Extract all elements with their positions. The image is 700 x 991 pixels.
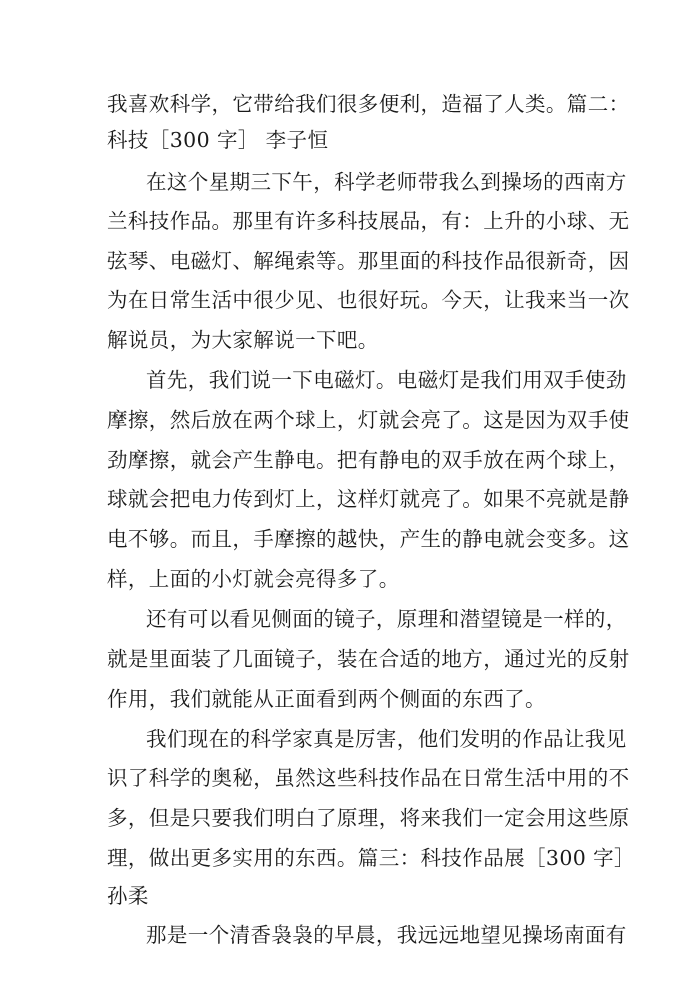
text-line: 弦琴、电磁灯、解绳索等。那里面的科技作品很新奇，因 <box>107 249 630 273</box>
text-line: 样，上面的小灯就会亮得多了。 <box>107 567 400 591</box>
text-line: 那是一个清香袅袅的早晨，我远远地望见操场南面有 <box>146 923 627 947</box>
text-line: 科技［300 字］ 李子恒 <box>107 128 329 152</box>
text-line: 还有可以看见侧面的镜子，原理和潜望镜是一样的， <box>146 607 627 631</box>
text-line: 劲摩擦，就会产生静电。把有静电的双手放在两个球上， <box>107 448 630 472</box>
text-line: 孙柔 <box>107 884 149 908</box>
text-line: 摩擦，然后放在两个球上，灯就会亮了。这是因为双手使 <box>107 408 630 432</box>
text-line: 理，做出更多实用的东西。篇三：科技作品展［300 字］ <box>107 846 635 870</box>
text-line: 球就会把电力传到灯上，这样灯就亮了。如果不亮就是静 <box>107 487 630 511</box>
text-line: 解说员，为大家解说一下吧。 <box>107 328 379 352</box>
text-line: 作用，我们就能从正面看到两个侧面的东西了。 <box>107 687 546 711</box>
text-line: 我喜欢科学，它带给我们很多便利，造福了人类。篇二： <box>107 92 630 116</box>
text-line: 识了科学的奥秘，虽然这些科技作品在日常生活中用的不 <box>107 766 630 790</box>
text-line: 首先，我们说一下电磁灯。电磁灯是我们用双手使劲 <box>146 368 627 392</box>
text-line: 我们现在的科学家真是厉害，他们发明的作品让我见 <box>146 727 627 751</box>
text-line: 兰科技作品。那里有许多科技展品，有：上升的小球、无 <box>107 209 630 233</box>
text-line: 为在日常生活中很少见、也很好玩。今天，让我来当一次 <box>107 288 630 312</box>
text-line: 多，但是只要我们明白了原理，将来我们一定会用这些原 <box>107 806 630 830</box>
text-line: 就是里面装了几面镜子，装在合适的地方，通过光的反射 <box>107 647 630 671</box>
text-line: 在这个星期三下午，科学老师带我么到操场的西南方 <box>146 170 627 194</box>
text-line: 电不够。而且，手摩擦的越快，产生的静电就会变多。这 <box>107 527 630 551</box>
